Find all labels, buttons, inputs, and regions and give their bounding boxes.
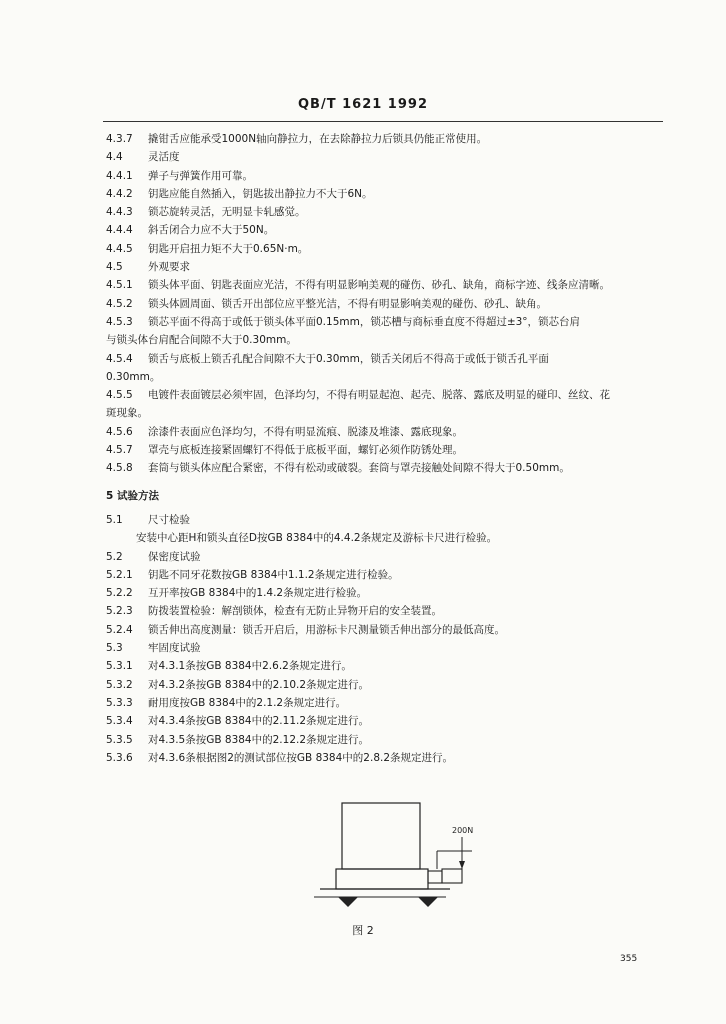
section-5-clauses [106,511,666,767]
page-number: 355 [620,954,638,964]
clause-text: 对4.3.6条根据图2的测试部位按GB 8384中的2.8.2条规定进行。 [148,751,454,764]
test-clause-line [106,749,666,767]
clause-continuation: 斑现象。 [106,407,148,420]
header-rule [103,121,663,122]
test-clause-line [106,712,666,730]
clause-number: 4.4.1 [106,169,133,182]
clause-text: 撬钳舌应能承受1000N轴向静拉力，在去除静拉力后锁具仍能正常使用。 [148,133,488,145]
clause-line [106,167,666,185]
clause-number: 4.4.3 [106,206,133,219]
clause-text: 耐用度按GB 8384中的2.1.2条规定进行。 [148,696,347,709]
clause-line [106,221,666,239]
clause-line [106,148,666,166]
clause-number: 4.5.3 [106,315,133,328]
clause-continuation: 0.30mm。 [106,370,161,383]
clause-text: 尺寸检验 [148,513,190,526]
clause-text: 锁舌与底板上锁舌孔配合间隙不大于0.30mm，锁舌关闭后不得高于或低于锁舌孔平面 [148,352,549,365]
test-clause-line [106,566,666,584]
clause-number: 5.2.3 [106,605,133,618]
test-clause-line [106,548,666,566]
test-clause-line [106,584,666,602]
clause-line [106,240,666,258]
clause-text: 锁芯旋转灵活，无明显卡轧感觉。 [148,206,306,219]
lock-body-outline [342,803,420,869]
clause-number: 5.3.1 [106,660,133,673]
clause-number: 4.4 [106,151,123,164]
clause-text: 锁舌伸出高度测量：锁舌开启后，用游标卡尺测量锁舌伸出部分的最低高度。 [148,623,505,636]
clause-number: 4.5.2 [106,297,133,310]
clause-line [106,295,666,313]
figure-caption: 图 2 [352,924,374,937]
clause-text: 对4.3.5条按GB 8384中的2.12.2条规定进行。 [148,733,370,746]
clause-number: 4.5.5 [106,389,133,402]
clause-line [106,441,666,459]
clause-text: 互开率按GB 8384中的1.4.2条规定进行检验。 [148,587,368,600]
clause-number: 4.4.5 [106,242,133,255]
clause-line [106,276,666,294]
clause-number: 5.3.4 [106,715,133,728]
force-label: 200N [452,826,474,835]
clause-text: 锁头体平面、钥匙表面应光洁，不得有明显影响美观的碰伤、砂孔、缺角，商标字迹、线条应清晰。 [148,279,610,292]
latch-bolt [428,871,442,883]
clause-line [106,459,666,477]
clause-number: 4.5.4 [106,352,133,365]
clause-text: 安装中心距H和锁头直径D按GB 8384中的4.4.2条规定及游标卡尺进行检验。 [136,532,498,545]
clause-number: 5.2.4 [106,623,133,636]
clause-line [106,258,666,276]
clause-text: 灵活度 [148,151,180,164]
clause-line [106,130,666,148]
test-clause-line [106,657,666,675]
clause-text: 外观要求 [148,261,190,274]
clause-number: 5.3.6 [106,751,133,764]
clause-number: 4.5.1 [106,279,133,292]
clause-line [106,185,666,203]
test-clause-line [106,529,666,547]
test-clause-line [106,602,666,620]
clause-line [106,313,666,331]
document-body [106,130,666,767]
clause-number: 4.5.6 [106,425,133,438]
test-clause-line [106,731,666,749]
clause-line [106,203,666,221]
base-plate-outline [336,869,428,889]
latch-tip [442,869,462,883]
clause-text: 锁头体圆周面、锁舌开出部位应平整光洁，不得有明显影响美观的碰伤、砂孔、缺角。 [148,297,547,310]
clause-number: 5.2.1 [106,568,133,581]
clause-text: 对4.3.2条按GB 8384中的2.10.2条规定进行。 [148,678,370,691]
clause-number: 4.4.4 [106,224,133,237]
clause-continuation: 与锁头体台肩配合间隙不大于0.30mm。 [106,334,297,347]
clause-line [106,386,666,404]
clause-text: 钥匙开启扭力矩不大于0.65N·m。 [148,242,309,255]
clause-number: 5.1 [106,513,123,526]
test-clause-line [106,621,666,639]
clause-text: 对4.3.4条按GB 8384中的2.11.2条规定进行。 [148,715,370,728]
clause-number: 5.3.2 [106,678,133,691]
clause-number: 4.5 [106,261,123,274]
clause-text: 罩壳与底板连接紧固螺钉不得低于底板平面，螺钉必须作防锈处理。 [148,444,463,457]
clause-text: 涂漆件表面应色泽均匀，不得有明显流痕、脱漆及堆漆、露底现象。 [148,425,463,438]
clause-text: 弹子与弹簧作用可靠。 [148,169,253,182]
clause-number: 4.5.8 [106,462,133,475]
clause-text: 电镀件表面镀层必须牢固，色泽均匀，不得有明显起泡、起壳、脱落、露底及明显的碰印、丝纹、花 [148,389,610,402]
clause-number: 4.3.7 [106,133,133,145]
clause-text: 锁芯平面不得高于或低于锁头体平面0.15mm，锁芯槽与商标垂直度不得超过±3°，锁芯台肩 [148,315,581,328]
clause-text: 对4.3.1条按GB 8384中2.6.2条规定进行。 [148,660,352,673]
section-4-clauses [106,130,666,478]
clause-line [106,350,666,368]
clause-number: 5.3.5 [106,733,133,746]
section-5-heading: 5 试验方法 [106,489,159,502]
support-right [418,897,438,907]
clause-number: 5.3.3 [106,696,133,709]
test-clause-line [106,676,666,694]
clause-text: 斜舌闭合力应不大于50N。 [148,224,275,237]
figure-2-test-diagram [300,795,500,925]
clause-number: 4.4.2 [106,187,133,200]
test-clause-line [106,694,666,712]
force-arrow-head [459,861,465,869]
clause-number: 4.5.7 [106,444,133,457]
clause-text: 套筒与锁头体应配合紧密，不得有松动或破裂。套筒与罩壳接触处间隙不得大于0.50mm。 [148,462,570,475]
clause-text: 防拨装置检验：解剖锁体，检查有无防止异物开启的安全装置。 [148,605,442,618]
clause-text: 钥匙不同牙花数按GB 8384中1.1.2条规定进行检验。 [148,568,399,581]
clause-text: 钥匙应能自然插入，钥匙拔出静拉力不大于6N。 [148,187,373,200]
standard-header: QB/T 1621 1992 [298,97,428,112]
clause-text: 保密度试验 [148,550,201,563]
support-left [338,897,358,907]
clause-number: 5.2 [106,550,123,563]
test-clause-line [106,639,666,657]
clause-text: 牢固度试验 [148,642,201,655]
clause-number: 5.2.2 [106,587,133,600]
test-clause-line [106,511,666,529]
clause-number: 5.3 [106,642,123,655]
clause-line [106,423,666,441]
